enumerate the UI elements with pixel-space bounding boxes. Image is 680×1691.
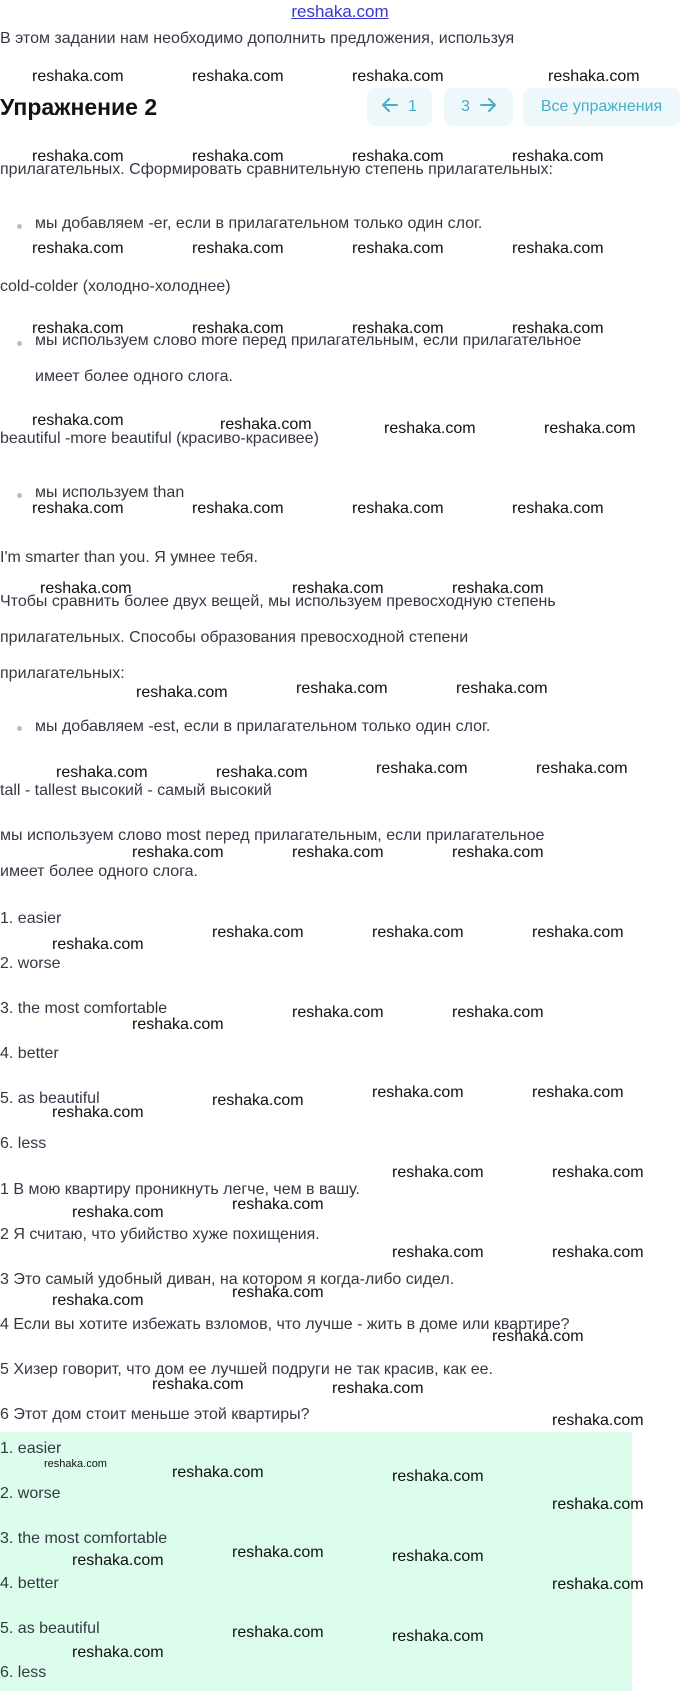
watermark-text: reshaka.com (132, 844, 224, 861)
watermark-text: reshaka.com (52, 1292, 144, 1309)
watermark-text: reshaka.com (232, 1624, 324, 1641)
answer-box-item: 3. the most comfortable (0, 1530, 168, 1547)
watermark-text: reshaka.com (512, 500, 604, 517)
watermark-text: reshaka.com (32, 320, 124, 337)
watermark-text: reshaka.com (292, 1004, 384, 1021)
answer-item: 4. better (0, 1045, 59, 1062)
watermark-text: reshaka.com (44, 1458, 107, 1470)
watermark-text: reshaka.com (72, 1644, 164, 1661)
watermark-text: reshaka.com (136, 684, 228, 701)
watermark-text: reshaka.com (32, 500, 124, 517)
watermark-text: reshaka.com (552, 1576, 644, 1593)
watermark-text: reshaka.com (232, 1544, 324, 1561)
watermark-text: reshaka.com (392, 1548, 484, 1565)
example-text: cold-colder (холодно-холоднее) (0, 278, 231, 295)
answer-item: 5. as beautiful (0, 1090, 100, 1107)
watermark-text: reshaka.com (292, 580, 384, 597)
translation-item: 4 Если вы хотите избежать взломов, что лучше - жить в доме или квартире? (0, 1316, 570, 1333)
answer-box-item: 2. worse (0, 1485, 61, 1502)
prev-exercise-label: 1 (408, 98, 417, 115)
exercise-title: Упражнение 2 (0, 94, 158, 120)
rule-item: мы используем слово more перед прилагательным, если прилагательное (35, 332, 582, 349)
watermark-text: reshaka.com (512, 320, 604, 337)
watermark-text: reshaka.com (212, 1092, 304, 1109)
watermark-text: reshaka.com (456, 680, 548, 697)
watermark-text: reshaka.com (212, 924, 304, 941)
watermark-text: reshaka.com (372, 924, 464, 941)
bullet-dot (17, 341, 22, 346)
watermark-text: reshaka.com (296, 680, 388, 697)
watermark-text: reshaka.com (32, 240, 124, 257)
watermark-text: reshaka.com (52, 936, 144, 953)
translation-item: 1 В мою квартиру проникнуть легче, чем в вашу. (0, 1181, 360, 1198)
watermark-text: reshaka.com (192, 320, 284, 337)
watermark-text: reshaka.com (220, 416, 312, 433)
answer-box-item: 5. as beautiful (0, 1620, 100, 1637)
paragraph-line: прилагательных. Способы образования превосходной степени (0, 629, 469, 646)
translation-item: 5 Хизер говорит, что дом ее лучшей подруги не так красив, как ее. (0, 1361, 493, 1378)
paragraph-line: Чтобы сравнить более двух вещей, мы используем превосходную степень (0, 593, 556, 610)
prev-exercise-button[interactable] (367, 88, 432, 126)
answer-item: 1. easier (0, 910, 62, 927)
intro-text: В этом задании нам необходимо дополнить предложения, используя (0, 30, 515, 47)
paragraph-line: прилагательных: (0, 665, 125, 682)
translation-item: 6 Этот дом стоит меньше этой квартиры? (0, 1406, 310, 1423)
answer-box-item: 1. easier (0, 1440, 62, 1457)
watermark-text: reshaka.com (536, 760, 628, 777)
bullet-dot (17, 224, 22, 229)
example-text: I'm smarter than you. Я умнее тебя. (0, 549, 258, 566)
watermark-text: reshaka.com (352, 500, 444, 517)
watermark-text: reshaka.com (512, 148, 604, 165)
example-text: beautiful -more beautiful (красиво-красивее) (0, 430, 319, 447)
watermark-text: reshaka.com (392, 1628, 484, 1645)
rule-item-continued: имеет более одного слога. (35, 368, 233, 385)
arrow-left-icon (382, 98, 398, 117)
watermark-text: reshaka.com (452, 844, 544, 861)
watermark-text: reshaka.com (552, 1496, 644, 1513)
watermark-text: reshaka.com (172, 1464, 264, 1481)
all-exercises-button[interactable] (523, 88, 680, 126)
watermark-text: reshaka.com (392, 1468, 484, 1485)
watermark-text: reshaka.com (192, 68, 284, 85)
paragraph-line: мы используем слово most перед прилагательным, если прилагательное (0, 827, 545, 844)
site-link[interactable]: reshaka.com (291, 2, 389, 21)
watermark-text: reshaka.com (352, 320, 444, 337)
watermark-text: reshaka.com (332, 1380, 424, 1397)
watermark-text: reshaka.com (232, 1284, 324, 1301)
watermark-text: reshaka.com (192, 500, 284, 517)
example-text: tall - tallest высокий - самый высокий (0, 782, 272, 799)
watermark-text: reshaka.com (552, 1244, 644, 1261)
paragraph-line: имеет более одного слога. (0, 863, 198, 880)
watermark-text: reshaka.com (192, 240, 284, 257)
watermark-text: reshaka.com (532, 924, 624, 941)
watermark-text: reshaka.com (384, 420, 476, 437)
watermark-text: reshaka.com (548, 68, 640, 85)
watermark-text: reshaka.com (52, 1104, 144, 1121)
watermark-text: reshaka.com (532, 1084, 624, 1101)
watermark-text: reshaka.com (192, 148, 284, 165)
answer-item: 2. worse (0, 955, 61, 972)
watermark-text: reshaka.com (512, 240, 604, 257)
answer-box-item: 6. less (0, 1664, 47, 1681)
rule-item: мы используем than (35, 484, 185, 501)
rule-item: мы добавляем -est, если в прилагательном только один слог. (35, 718, 491, 735)
watermark-text: reshaka.com (352, 68, 444, 85)
all-exercises-label: Все упражнения (540, 98, 663, 115)
watermark-text: reshaka.com (56, 764, 148, 781)
watermark-text: reshaka.com (452, 580, 544, 597)
watermark-text: reshaka.com (152, 1376, 244, 1393)
bullet-dot (17, 726, 22, 731)
watermark-text: reshaka.com (452, 1004, 544, 1021)
arrow-right-icon (480, 98, 496, 117)
watermark-text: reshaka.com (392, 1164, 484, 1181)
translation-item: 2 Я считаю, что убийство хуже похищения. (0, 1226, 320, 1243)
next-exercise-label: 3 (461, 98, 470, 115)
watermark-text: reshaka.com (544, 420, 636, 437)
watermark-text: reshaka.com (552, 1412, 644, 1429)
watermark-text: reshaka.com (352, 240, 444, 257)
watermark-text: reshaka.com (132, 1016, 224, 1033)
next-exercise-button[interactable] (444, 88, 513, 126)
watermark-text: reshaka.com (376, 760, 468, 777)
watermark-text: reshaka.com (72, 1552, 164, 1569)
paragraph-line: прилагательных. Сформировать сравнительную степень прилагательных: (0, 161, 553, 178)
watermark-text: reshaka.com (32, 412, 124, 429)
watermark-text: reshaka.com (292, 844, 384, 861)
watermark-text: reshaka.com (372, 1084, 464, 1101)
answer-item: 6. less (0, 1135, 47, 1152)
translation-item: 3 Это самый удобный диван, на котором я когда-либо сидел. (0, 1271, 455, 1288)
watermark-text: reshaka.com (552, 1164, 644, 1181)
watermark-text: reshaka.com (32, 148, 124, 165)
answer-item: 3. the most comfortable (0, 1000, 168, 1017)
answer-box-item: 4. better (0, 1575, 59, 1592)
watermark-text: reshaka.com (32, 68, 124, 85)
watermark-text: reshaka.com (72, 1204, 164, 1221)
bullet-dot (17, 493, 22, 498)
watermark-text: reshaka.com (392, 1244, 484, 1261)
watermark-text: reshaka.com (492, 1328, 584, 1345)
watermark-text: reshaka.com (216, 764, 308, 781)
rule-item: мы добавляем -er, если в прилагательном только один слог. (35, 215, 483, 232)
watermark-text: reshaka.com (40, 580, 132, 597)
watermark-text: reshaka.com (352, 148, 444, 165)
watermark-text: reshaka.com (232, 1196, 324, 1213)
